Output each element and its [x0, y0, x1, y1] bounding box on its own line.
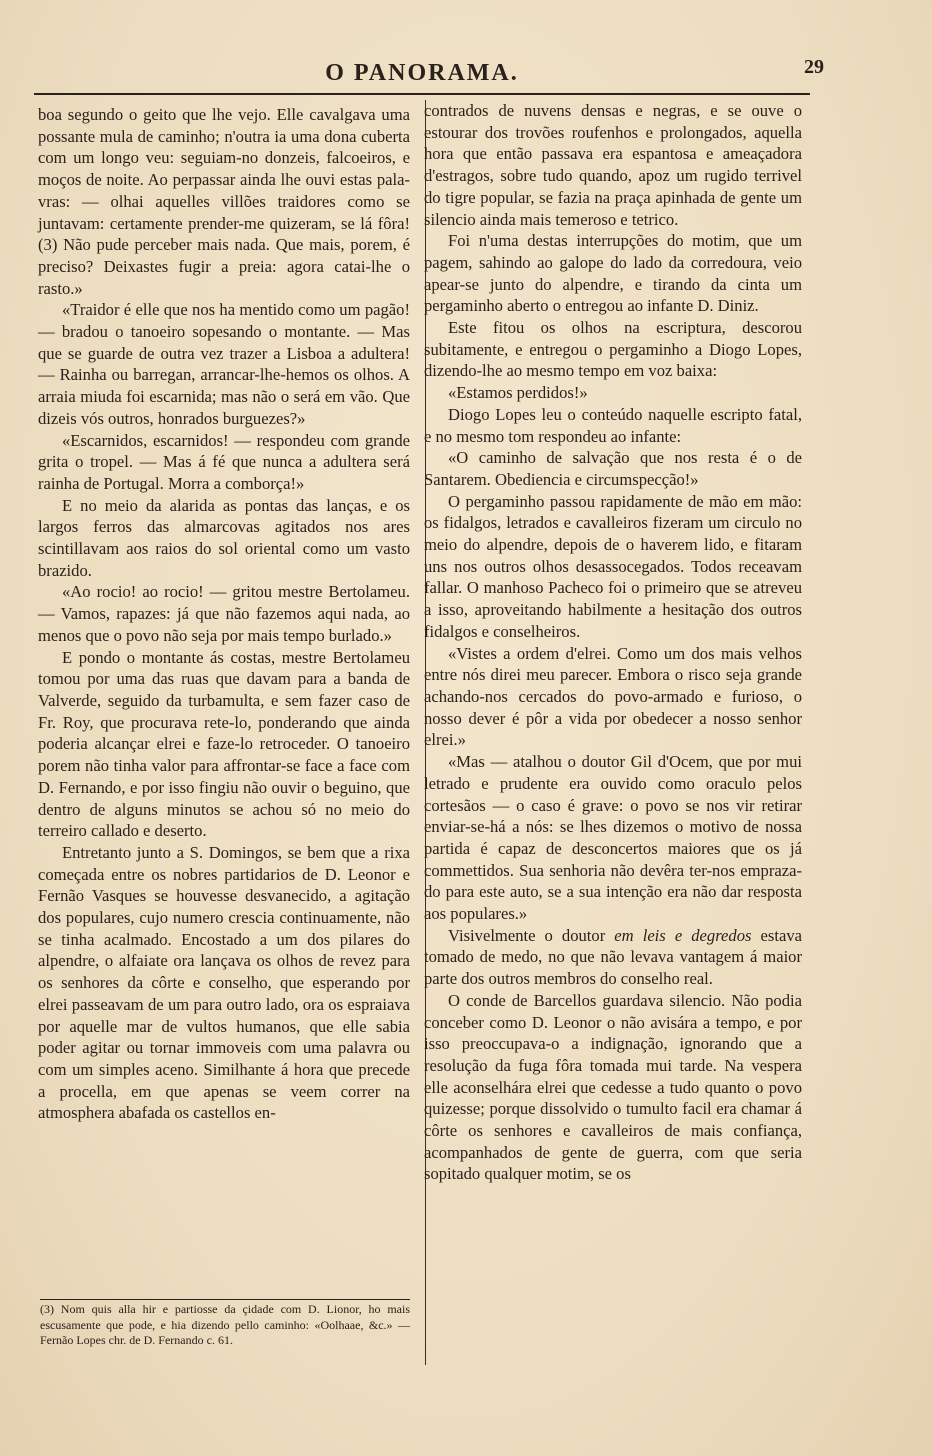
paragraph: «Ao rocio! ao rocio! — gritou mestre Bertolameu. — Vamos, rapazes: já que não fazemos aqui nada, ao menos que o povo não seja por mais tempo burlado.»	[38, 582, 410, 645]
paragraph: «Estamos perdidos!»	[448, 383, 588, 403]
page-header	[34, 56, 824, 90]
left-column	[38, 104, 410, 1124]
paragraph: E pondo o montante ás costas, mestre Bertolameu tomou por uma das ruas que davam para a banda de Valverde, seguido da turbamulta, e sem fazer caso de Fr. Roy, que procurava rete-lo, ponderando que ainda poderia alcançar elrei e faze-lo retroceder. O tanoeiro porem não tinha valor para affrontar-se face a face com D. Fernando, e por isso fingiu não ouvir o beguino, que dentro de alguns minutos se achou só no meio do terreiro callado e deserto.	[38, 647, 410, 841]
italic-phrase: em leis e degredos	[614, 925, 752, 945]
paragraph: Diogo Lopes leu o conteúdo naquelle escripto fatal, e no mesmo tom respondeu ao infante:	[424, 404, 802, 446]
page-number: 29	[804, 56, 824, 78]
paragraph: contrados de nuvens densas e negras, e se ouve o estourar dos trovões roufenhos e prolongados, aquella hora que então passava era espantosa e ameaçadora d'estragos, sobre tudo quando, apoz um rugido terrivel do tigre popular, se fazia na praça apinhada de gente um silencio ainda mais temeroso e tetrico.	[424, 101, 802, 229]
paragraph: «Escarnidos, escarnidos! — respondeu com grande grita o tropel. — Mas á fé que nunca a adultera será rainha de Portugal. Morra a comborça!»	[38, 430, 410, 493]
footnote-citation: Fernão Lopes chr. de D. Fernando c. 61.	[40, 1333, 233, 1347]
paragraph: Entretanto junto a S. Domingos, se bem que a rixa começada entre os nobres partidarios de D. Leonor e Fernão Vasques se houvesse desvanecido, a agitação dos populares, cujo numero crescia continuamente, não se tinha acalmado. Encostado a um dos pilares do alpendre, o alfaiate ora lançava os olhos de revez para os senhores da côrte e conselho, que esperando por elrei passeavam de um para outro lado, ora os espraiava por aquelle mar de vultos humanos, que elle sabia poder agitar ou tornar immoveis com uma palavra ou com um simples aceno. Similhante á hora que precede a procella, em que apenas se veem correr na atmosphera abafada os castellos en-	[38, 842, 410, 1123]
paragraph-text: estava tomado de medo, no que não levava vantagem á maior parte dos outros membros do conselho real.	[424, 925, 802, 989]
paragraph	[424, 925, 802, 990]
footnote	[40, 1302, 410, 1349]
paragraph-text: Visivelmente o doutor	[448, 925, 615, 945]
paragraph: Este fitou os olhos na escriptura, descorou subitamente, e entregou o pergaminho a Diogo Lopes, dizendo-lhe ao mesmo tempo em voz baixa:	[424, 318, 802, 381]
paragraph: O conde de Barcellos guardava silencio. Não podia conceber como D. Leonor o não avisára a tempo, e por isso preoccupava-o a indignação, ignorando que a resolução da fuga fôra tomada mui tarde. Na vespera elle aconselhára elrei que cedesse a tudo quanto o povo quizesse; porque dissolvido o tumulto facil era chamar á côrte os senhores e cavalleiros de mais confiança, acompanhados de gente de guerra, com que seria sopitado qualquer motim, se os	[424, 990, 802, 1184]
paragraph: «Vistes a ordem d'elrei. Como um dos mais velhos entre nós direi meu parecer. Embora o risco seja grande achando-nos cercados do povo-armado e furioso, o nosso dever é pôr a vida por obedecer a nosso senhor elrei.»	[424, 643, 802, 750]
header-rule	[34, 93, 810, 95]
paragraph: E no meio da alarida as pontas das lanças, e os largos ferros das almarcovas agitados nos ares scintillavam aos raios do sol oriental como um vasto brazido.	[38, 495, 410, 580]
footnote-rule	[40, 1299, 410, 1300]
paragraph: Foi n'uma destas interrupções do motim, que um pagem, sahindo ao galope do lado da corredoura, veio apear-se junto do alpendre, e tirando da cinta um pergaminho aberto o entregou ao infante D. Diniz.	[424, 231, 802, 316]
footnote-marker: (3)	[40, 1302, 54, 1316]
paragraph: «Traidor é elle que nos ha mentido como um pagão! — bradou o tanoeiro sopesando o montante. — Mas que se guarde de outra vez trazer a Lisboa a adultera! — Rainha ou barregan, arrancar-lhe-hemos os olhos. A arraia miuda foi escarnida; mas não o será em vão. Que dizeis vós outros, honrados burguezes?»	[38, 300, 410, 428]
paragraph: O pergaminho passou rapidamente de mão em mão: os fidalgos, letrados e cavalleiros fizeram um circulo no meio do alpendre, depois de o haverem lido, e fitaram uns nos outros olhos desassocegados. Todos receavam fallar. O manhoso Pacheco foi o primeiro que se atreveu a isso, aproveitando habilmente a hesitação dos outros fidalgos e conselheiros.	[424, 491, 802, 641]
paragraph: boa segundo o geito que lhe vejo. Elle cavalgava uma possante mula de caminho; n'outra ia uma dona cuberta com um longo veu: seguiam-no donzeis, falcoeiros, e moços de noite. Ao perpassar ainda lhe ouvi estas palavras: — olhai aquelles villões traidores como se juntavam: certamente prender-me quizeram, se lá fôra! (3) Não pude perceber mais nada. Que mais, porem, é preciso? Deixastes fugir a preia: agora catai-lhe o rasto.»	[38, 105, 410, 298]
paragraph: «O caminho de salvação que nos resta é o de Santarem. Obediencia e circumspecção!»	[424, 448, 802, 489]
footnote-text: Nom quis alla hir e partiosse da çidade com D. Lionor, ho mais escusamente que pode, e hia dizendo pello caminho: «Oolhaae, &c.» —	[40, 1302, 410, 1332]
publication-title: O PANORAMA.	[325, 60, 519, 86]
right-column	[424, 100, 802, 1185]
paragraph: «Mas — atalhou o doutor Gil d'Ocem, que por mui letrado e prudente era ouvido como oraculo pelos cortesãos — o caso é grave: o povo se nos vir retirar enviar-se-há a nós: se lhes dizemos o motivo de nossa partida é capaz de desconcertos maiores que os já commettidos. Sua senhoria não devêra ter-nos emprazado para este auto, se a sua intenção era não dar resposta aos populares.»	[424, 752, 802, 924]
